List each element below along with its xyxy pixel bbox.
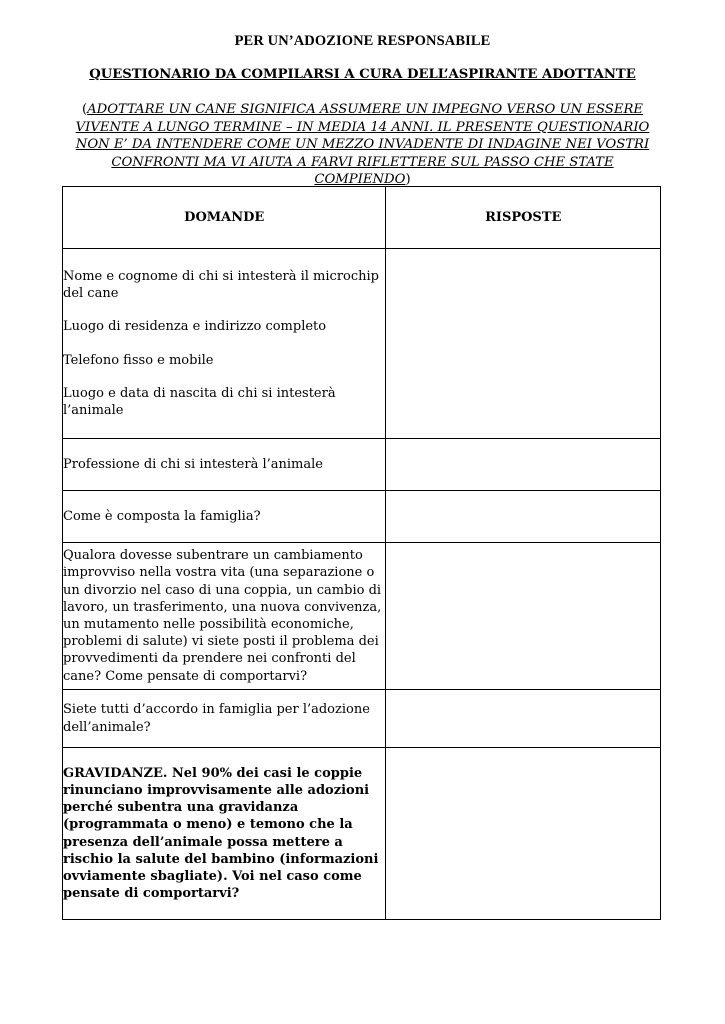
question-text: Nome e cognome di chi si intesterà il microchip del cane [63, 268, 379, 302]
answer-cell[interactable] [386, 690, 661, 748]
question-cell [63, 690, 386, 748]
question-text: Luogo e data di nascita di chi si intesterà l’animale [63, 385, 336, 418]
answer-cell[interactable] [386, 543, 661, 690]
table-row [63, 690, 661, 748]
question-cell [63, 439, 386, 491]
intro-text: ADOTTARE UN CANE SIGNIFICA ASSUMERE UN IMPEGNO VERSO UN ESSERE VIVENTE A LUNGO TERMINE – IN MEDIA 14 ANNI. IL PRESENTE QUESTIONARIO NON E’ DA INTENDERE COME UN MEZZO INVADENTE DI INDAGINE NEI VOSTRI CONFRONTI MA VI AIUTA A FARVI RIFLETTERE SUL PASSO CHE STATE COMPIENDO [75, 102, 650, 187]
question-cell [63, 249, 386, 439]
table-header-row [63, 187, 661, 249]
header-domande: DOMANDE [63, 187, 386, 249]
question-text: GRAVIDANZE. Nel 90% dei casi le coppie rinunciano improvvisamente alle adozioni perché subentra una gravidanza (programmata o meno) e temono che la presenza dell’animale possa mettere a rischio la salute del bambino (informazioni ovviamente sbagliate). Voi nel caso come pensate di comportarvi? [63, 765, 379, 902]
table-row [63, 439, 661, 491]
question-text: Professione di chi si intesterà l’animale [63, 456, 323, 472]
intro-close-paren: ) [405, 172, 411, 187]
question-cell [63, 543, 386, 690]
table-row [63, 249, 661, 439]
answer-cell[interactable] [386, 748, 661, 920]
document-title: PER UN’ADOZIONE RESPONSABILE [234, 33, 491, 49]
intro-note [70, 101, 655, 189]
question-text: Come è composta la famiglia? [63, 508, 261, 524]
question-cell [63, 748, 386, 920]
question-text: Siete tutti d’accordo in famiglia per l’adozione dell’animale? [63, 702, 370, 735]
question-text: Qualora dovesse subentrare un cambiamento improvviso nella vostra vita (una separazione o un divorzio nel caso di una coppia, un cambio di lavoro, un trasferimento, una nuova convivenza, un mutamento nelle possibilità economiche, problemi di salute) vi siete posti il problema dei provvedimenti da prendere nei confronti del cane? Come pensate di comportarvi? [63, 548, 382, 684]
question-text: Luogo di residenza e indirizzo completo [63, 319, 327, 335]
table-row [63, 748, 661, 920]
table-row [63, 543, 661, 690]
table-row [63, 491, 661, 543]
answer-cell[interactable] [386, 439, 661, 491]
question-text: Telefono fisso e mobile [63, 352, 214, 368]
document-subtitle: QUESTIONARIO DA COMPILARSI A CURA DELL’ASPIRANTE ADOTTANTE [89, 67, 636, 82]
questionnaire-table [62, 186, 661, 920]
answer-cell[interactable] [386, 491, 661, 543]
question-cell [63, 491, 386, 543]
intro-open-paren: ( [81, 102, 88, 117]
answer-cell[interactable] [386, 249, 661, 439]
header-risposte: RISPOSTE [386, 187, 661, 249]
